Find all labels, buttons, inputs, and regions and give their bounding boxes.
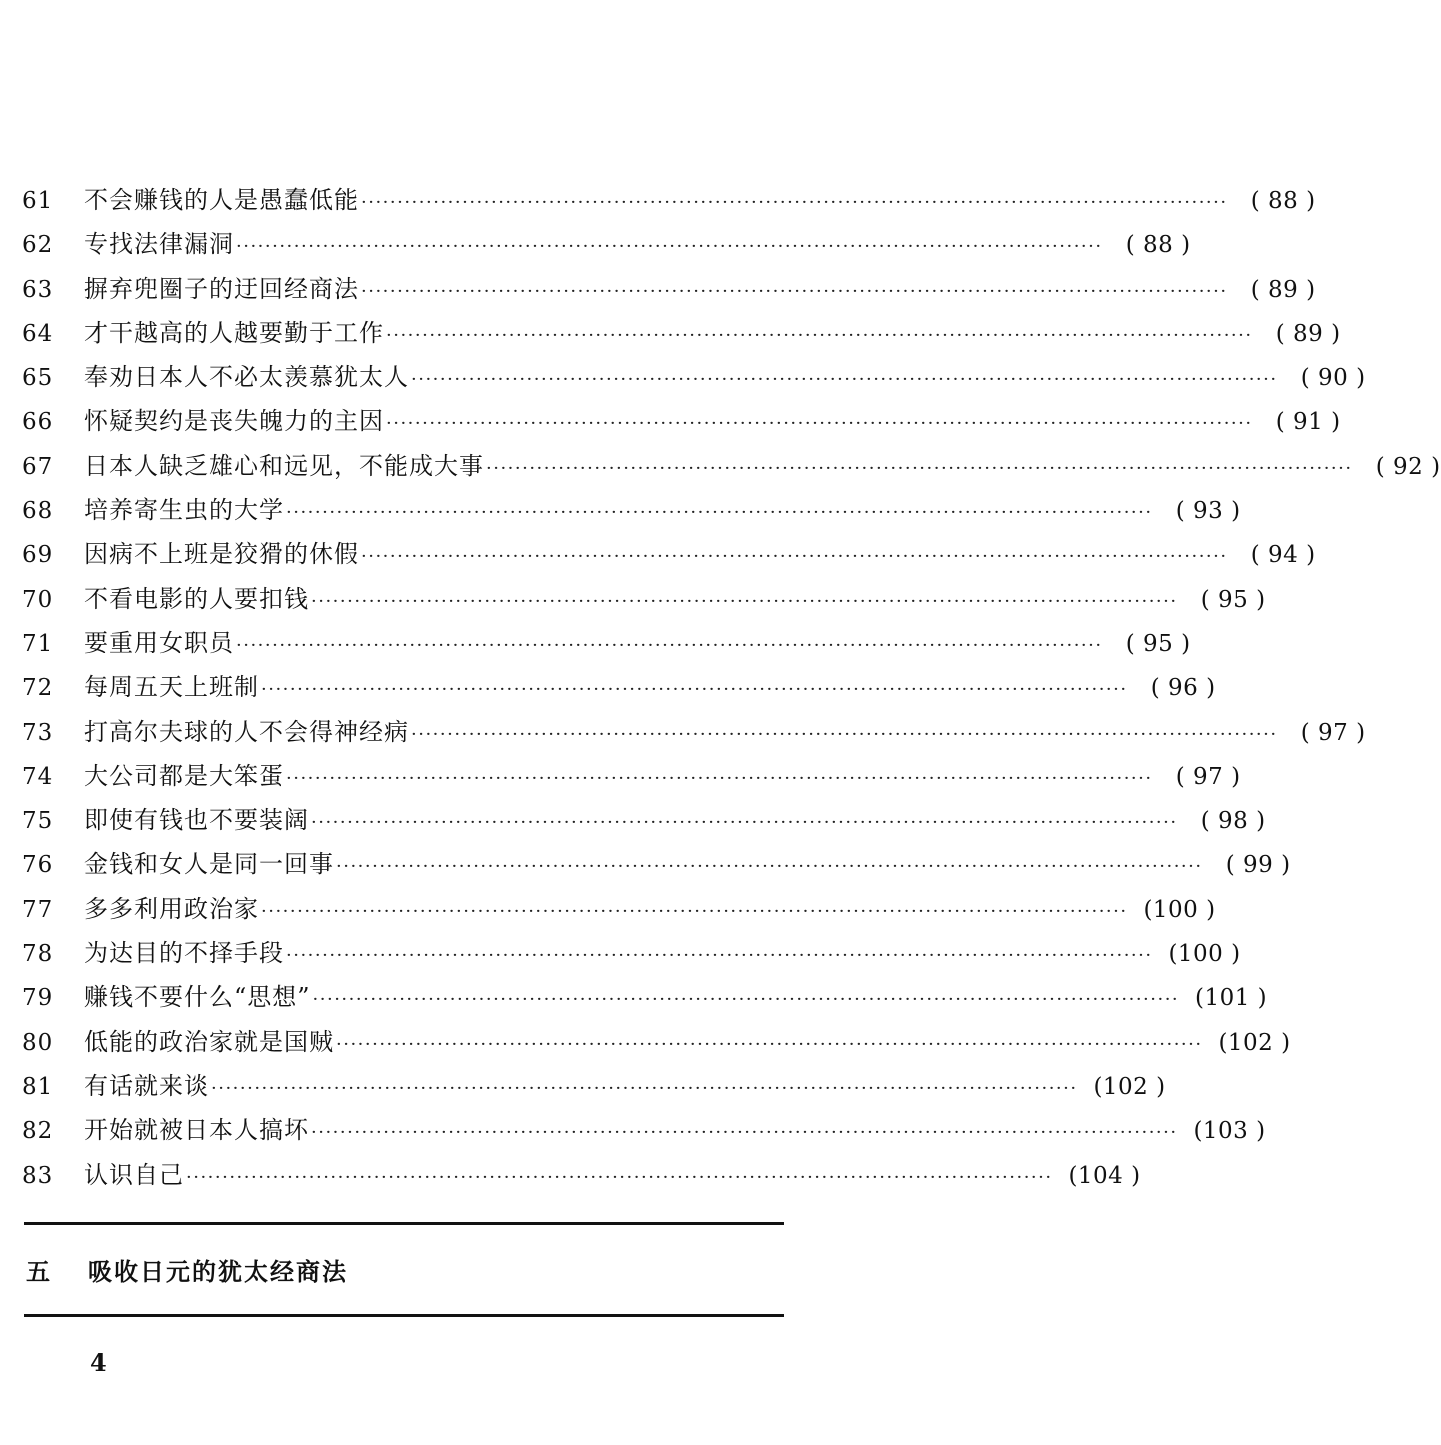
toc-entry-page: ( 91 ) [1275,409,1341,436]
toc-entry [22,1153,1141,1197]
dot-leader: ························································································································ [411,723,1278,745]
toc-entry-number: 80 [22,1029,54,1056]
toc-entry-title: 因病不上班是狡猾的休假 [84,540,359,569]
toc-entry-title: 大公司都是大笨蛋 [84,761,284,790]
toc-entry-number: 79 [22,985,54,1012]
toc-entry-page: ( 95 ) [1200,586,1266,613]
toc-entry-number: 72 [22,675,54,702]
toc-entry-number: 68 [22,498,54,525]
toc-entry [22,355,1366,399]
dot-leader: ························································································································ [361,280,1228,302]
toc-entry-page: ( 89 ) [1250,276,1316,303]
toc-entry-page: (100 ) [1168,941,1241,968]
toc-entry-page: ( 96 ) [1150,675,1216,702]
toc-entry-page: ( 92 ) [1375,453,1441,480]
toc-entry-page: (102 ) [1218,1029,1291,1056]
toc-entry-title: 不看电影的人要扣钱 [84,584,309,613]
toc-entry-page: ( 95 ) [1125,630,1191,657]
toc-entry-number: 71 [22,630,54,657]
toc-entry-page: ( 94 ) [1250,542,1316,569]
toc-entry-page: (102 ) [1093,1073,1166,1100]
toc-entry-page: (100 ) [1143,896,1216,923]
toc-entry-title: 奉劝日本人不必太羡慕犹太人 [84,363,409,392]
toc-entry [22,887,1216,931]
dot-leader: ························································································································ [286,767,1153,789]
toc-entry-title: 培养寄生虫的大学 [84,496,284,525]
toc-entry-number: 67 [22,453,54,480]
toc-entry-number: 65 [22,365,54,392]
dot-leader: ························································································································ [261,679,1128,701]
toc-entry-page: ( 99 ) [1225,852,1291,879]
toc-entry [22,798,1266,842]
dot-leader: ························································································································ [312,989,1180,1011]
dot-leader: ························································································································ [211,1077,1078,1099]
toc-entry-title: 开始就被日本人搞坏 [84,1116,309,1145]
section-title: 吸收日元的犹太经商法 [88,1258,348,1286]
toc-entry-title: 每周五天上班制 [84,673,259,702]
toc-entry [22,842,1291,886]
dot-leader: ························································································································ [286,945,1153,967]
toc-entry-number: 81 [22,1073,54,1100]
dot-leader: ························································································································ [336,856,1203,878]
toc-entry [22,665,1216,709]
toc-entry-number: 63 [22,276,54,303]
dot-leader: ························································································································ [486,457,1353,479]
toc-entry [22,399,1341,443]
toc-entry-number: 74 [22,763,54,790]
table-of-contents [22,178,1441,1197]
toc-entry-title: 多多利用政治家 [84,894,259,923]
toc-entry-title: 摒弃兜圈子的迂回经商法 [84,274,359,303]
toc-entry-number: 78 [22,941,54,968]
toc-entry-page: ( 97 ) [1300,719,1366,746]
toc-entry [22,710,1366,754]
dot-leader: ························································································································ [386,413,1253,435]
toc-entry-title: 即使有钱也不要装阔 [84,806,309,835]
toc-entry [22,1108,1266,1152]
toc-entry [22,488,1241,532]
section-heading [26,1252,348,1287]
toc-entry-title: 打高尔夫球的人不会得神经病 [84,717,409,746]
dot-leader: ························································································································ [361,192,1228,213]
toc-entry [22,444,1441,488]
dot-leader: ························································································································ [411,369,1278,391]
dot-leader: ························································································································ [361,546,1228,568]
toc-entry-page: (103 ) [1193,1118,1266,1145]
toc-entry-number: 62 [22,232,54,259]
dot-leader: ························································································································ [236,236,1103,258]
toc-entry-title: 认识自己 [84,1160,184,1189]
toc-entry-page: ( 88 ) [1125,232,1191,259]
dot-leader: ························································································································ [336,1033,1203,1055]
toc-entry-title: 低能的政治家就是国贼 [84,1027,334,1056]
toc-entry-number: 76 [22,852,54,879]
toc-entry-number: 73 [22,719,54,746]
toc-entry-number: 75 [22,808,54,835]
toc-entry-page: ( 97 ) [1175,763,1241,790]
toc-entry-page: ( 93 ) [1175,498,1241,525]
toc-entry-title: 才干越高的人越要勤于工作 [84,318,384,347]
toc-entry-number: 61 [22,188,54,214]
toc-entry [22,754,1241,798]
dot-leader: ························································································································ [236,634,1103,656]
toc-entry [22,222,1191,266]
toc-entry [22,621,1191,665]
dot-leader: ························································································································ [311,812,1178,834]
toc-entry-page: ( 89 ) [1275,320,1341,347]
toc-entry [22,577,1266,621]
toc-entry-title: 要重用女职员 [84,628,234,657]
dot-leader: ························································································································ [286,502,1153,524]
toc-entry [22,267,1316,311]
section-divider-bottom [24,1314,784,1317]
toc-entry-page: ( 98 ) [1200,808,1266,835]
toc-entry-number: 77 [22,896,54,923]
toc-entry-title: 金钱和女人是同一回事 [84,850,334,879]
toc-entry-title: 为达目的不择手段 [84,939,284,968]
toc-entry-number: 66 [22,409,54,436]
toc-entry [22,1064,1166,1108]
page-number: 4 [90,1348,107,1377]
toc-entry-number: 82 [22,1118,54,1145]
toc-entry-number: 69 [22,542,54,569]
toc-entry-page: (104 ) [1068,1162,1141,1189]
toc-entry-number: 83 [22,1162,54,1189]
toc-entry [22,311,1341,355]
dot-leader: ························································································································ [311,590,1178,612]
toc-entry [22,975,1268,1019]
toc-entry-page: ( 90 ) [1300,365,1366,392]
toc-entry-title: 赚钱不要什么“思想” [84,983,311,1012]
toc-entry-title: 专找法律漏洞 [84,230,234,259]
dot-leader: ························································································································ [386,324,1253,346]
toc-entry [22,178,1316,222]
toc-entry-title: 怀疑契约是丧失魄力的主因 [84,407,384,436]
toc-entry [22,931,1241,975]
toc-entry-page: ( 88 ) [1250,188,1316,214]
dot-leader: ························································································································ [311,1122,1178,1144]
toc-entry-title: 不会赚钱的人是愚蠢低能 [84,186,359,214]
toc-entry [22,1020,1291,1064]
toc-entry-title: 日本人缺乏雄心和远见，不能成大事 [84,451,484,480]
section-divider-top [24,1222,784,1225]
toc-entry-page: (101 ) [1194,985,1268,1012]
toc-entry-title: 有话就来谈 [84,1071,209,1100]
toc-entry [22,532,1316,576]
dot-leader: ························································································································ [186,1166,1053,1188]
dot-leader: ························································································································ [261,900,1128,922]
section-number: 五 [26,1258,50,1286]
toc-entry-number: 64 [22,320,54,347]
toc-entry-number: 70 [22,586,54,613]
